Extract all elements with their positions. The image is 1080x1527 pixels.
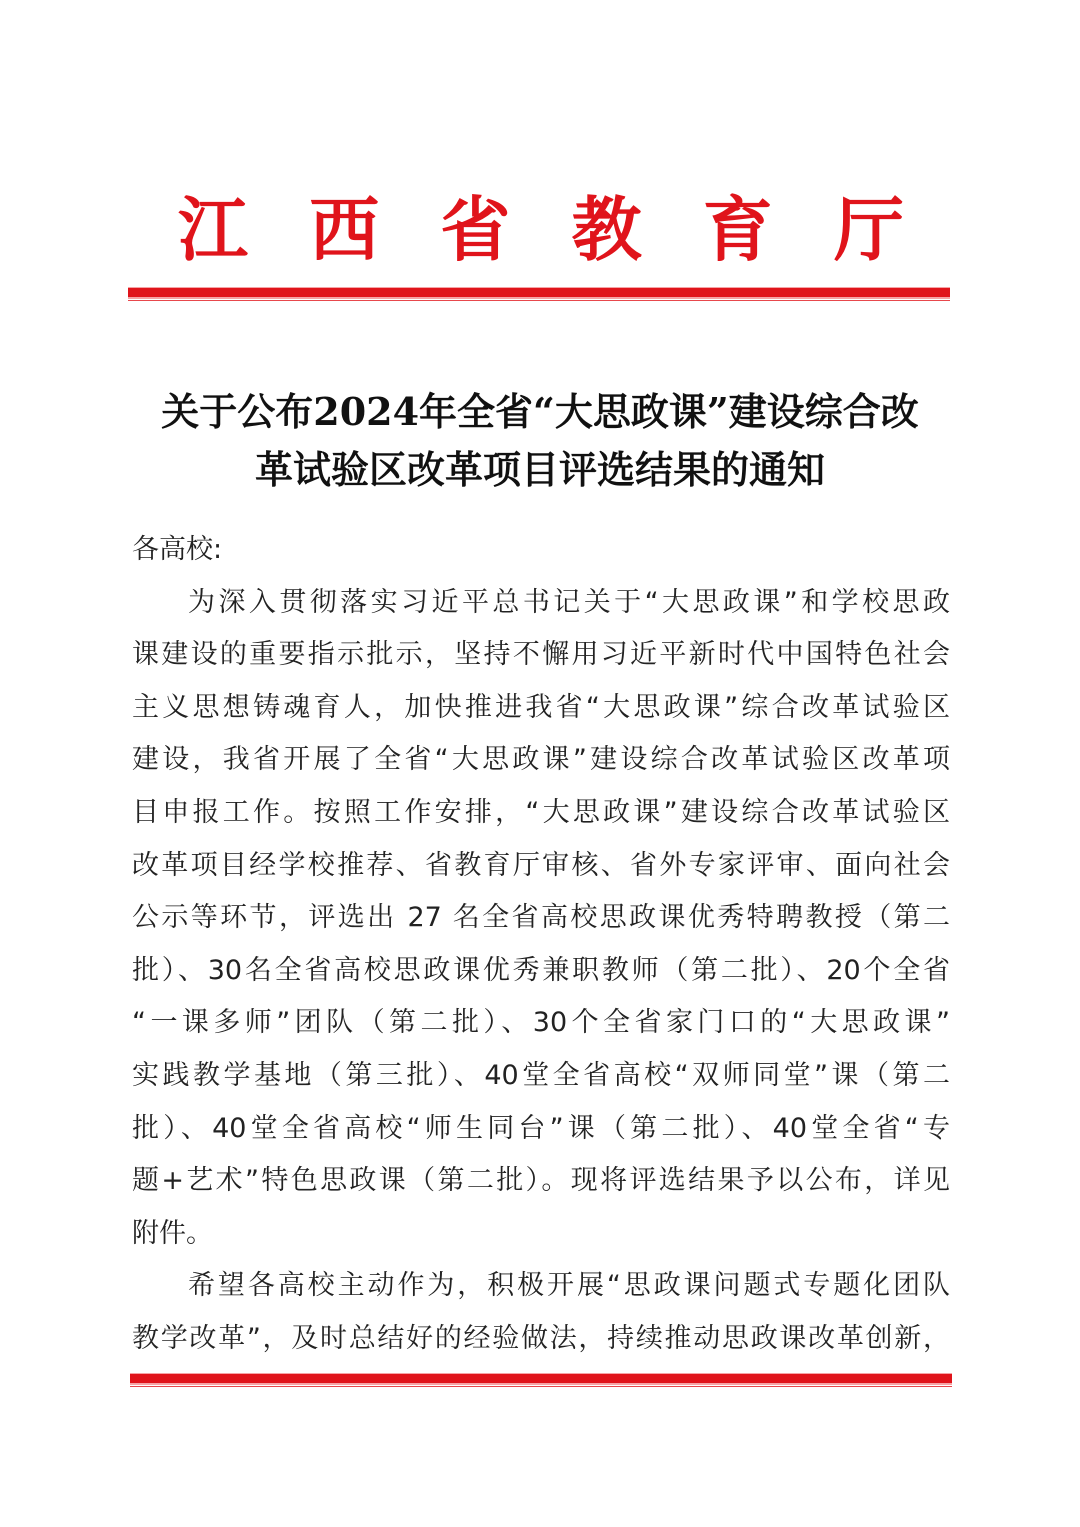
paragraph-line: 主义思想铸魂育人，加快推进我省“大思政课”综合改革试验区: [132, 691, 950, 723]
paragraph-line: 教学改革”，及时总结好的经验做法，持续推动思政课改革创新，: [132, 1322, 950, 1354]
paragraph-line: 批）、40堂全省高校“师生同台”课（第二批）、40堂全省“专: [132, 1112, 950, 1144]
masthead-char: 江: [178, 188, 248, 271]
paragraph-line: 课建设的重要指示批示，坚持不懈用习近平新时代中国特色社会: [132, 639, 950, 671]
paragraph-line: 建设，我省开展了全省“大思政课”建设综合改革试验区改革项: [132, 744, 950, 776]
masthead-char: 西: [309, 188, 380, 271]
masthead-char: 厅: [833, 188, 904, 271]
paragraph-line: 希望各高校主动作为，积极开展“思政课问题式专题化团队: [188, 1270, 950, 1302]
paragraph-line: 附件。: [132, 1217, 213, 1249]
masthead-char: 育: [702, 188, 773, 271]
paragraph-expectations: [132, 1260, 950, 1365]
paragraph-line: 改革项目经学校推荐、省教育厅审核、省外专家评审、面向社会: [132, 849, 950, 881]
paragraph-line: 实践教学基地（第三批）、40堂全省高校“双师同堂”课（第二: [132, 1059, 950, 1091]
document-title: [124, 383, 956, 499]
masthead-char: 省: [440, 188, 511, 271]
document-body: [132, 524, 950, 1366]
paragraph-line: 目申报工作。按照工作安排，“大思政课”建设综合改革试验区: [132, 796, 950, 828]
paragraph-announcement: [132, 577, 950, 1261]
masthead-red-divider: [128, 287, 950, 299]
footer-red-divider: [130, 1373, 952, 1385]
title-line: 关于公布2024年全省“大思政课”建设综合改: [161, 389, 919, 435]
salutation: 各高校:: [132, 534, 223, 565]
paragraph-line: 批）、30名全省高校思政课优秀兼职教师（第二批）、20个全省: [132, 954, 950, 986]
masthead-jiangxi-education-department: [128, 188, 952, 272]
paragraph-line: 题+艺术”特色思政课（第二批）。现将评选结果予以公布，详见: [132, 1165, 950, 1197]
paragraph-line: “一课多师”团队（第二批）、30个全省家门口的“大思政课”: [132, 1007, 950, 1039]
masthead-char: 教: [571, 188, 642, 271]
paragraph-line: 为深入贯彻落实习近平总书记关于“大思政课”和学校思政: [188, 586, 950, 618]
title-line: 革试验区改革项目评选结果的通知: [254, 447, 825, 493]
paragraph-line: 公示等环节，评选出 27 名全省高校思政课优秀特聘教授（第二: [132, 902, 950, 934]
